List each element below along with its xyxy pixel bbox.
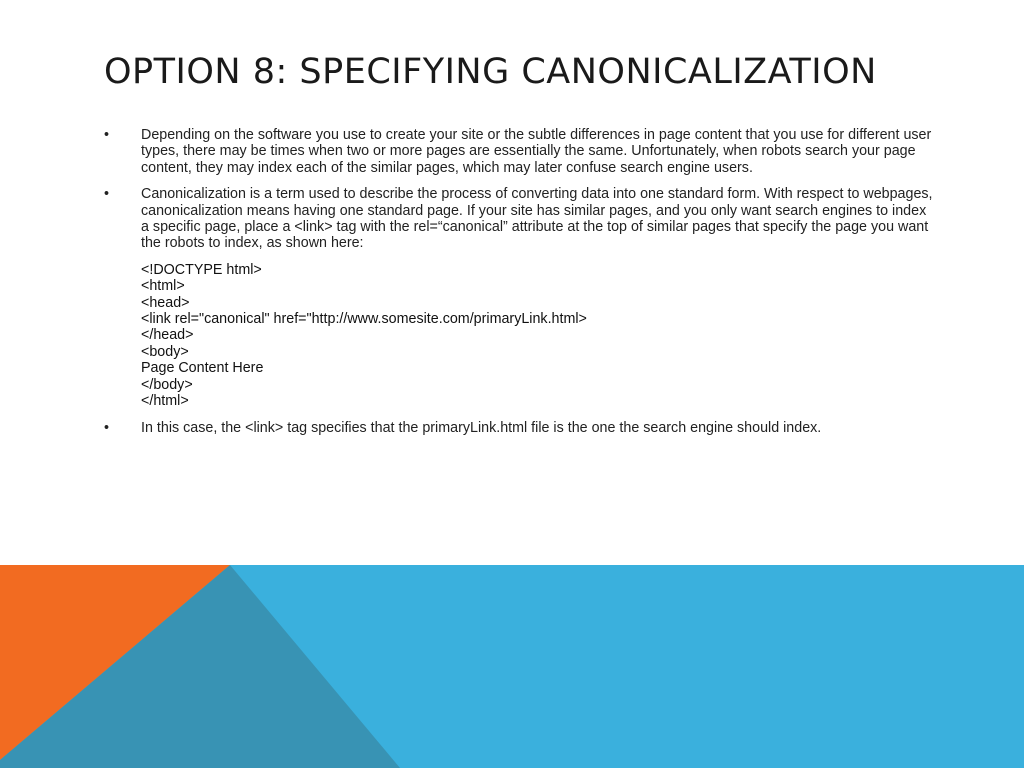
bullet-item — [104, 127, 934, 176]
code-line: </html> — [141, 393, 189, 410]
code-line: </body> — [141, 376, 193, 393]
slide-title: OPTION 8: SPECIFYING CANONICALIZATION — [104, 52, 877, 92]
code-line: </head> — [141, 327, 194, 344]
code-sample — [104, 262, 934, 410]
bullet-item — [104, 186, 934, 252]
code-line: <head> — [141, 294, 190, 311]
bullet-item — [104, 420, 934, 436]
bullet-marker: • — [104, 127, 110, 143]
code-line: <!DOCTYPE html> — [141, 261, 262, 278]
footer-decoration — [0, 565, 1024, 768]
bullet-text: Canonicalization is a term used to describe the process of converting data into one standard form. With respect to webpages, canonicalization means having one standard page. If your site has similar pages, and you only want search engines to index a specific page, place a <link> tag with the rel=“canonical” attribute at the top of similar pages that specify the page you want the robots to index, as shown here: — [141, 186, 933, 252]
code-line: Page Content Here — [141, 360, 264, 377]
slide-content — [104, 127, 934, 446]
bullet-text: In this case, the <link> tag specifies that the primaryLink.html file is the one the search engine should index. — [141, 419, 822, 436]
bullet-marker: • — [104, 419, 110, 436]
bullet-text: Depending on the software you use to create your site or the subtle differences in page content that you use for different user types, there may be times when two or more pages are essentially the same. Unfortunately, when robots search your page content, they may index each of the similar pages, which may later confuse search engine users. — [141, 127, 932, 176]
code-line: <html> — [141, 278, 185, 295]
code-line: <body> — [141, 343, 189, 360]
code-line: <link rel="canonical" href="http://www.somesite.com/primaryLink.html> — [141, 311, 587, 328]
bullet-marker: • — [104, 186, 110, 203]
